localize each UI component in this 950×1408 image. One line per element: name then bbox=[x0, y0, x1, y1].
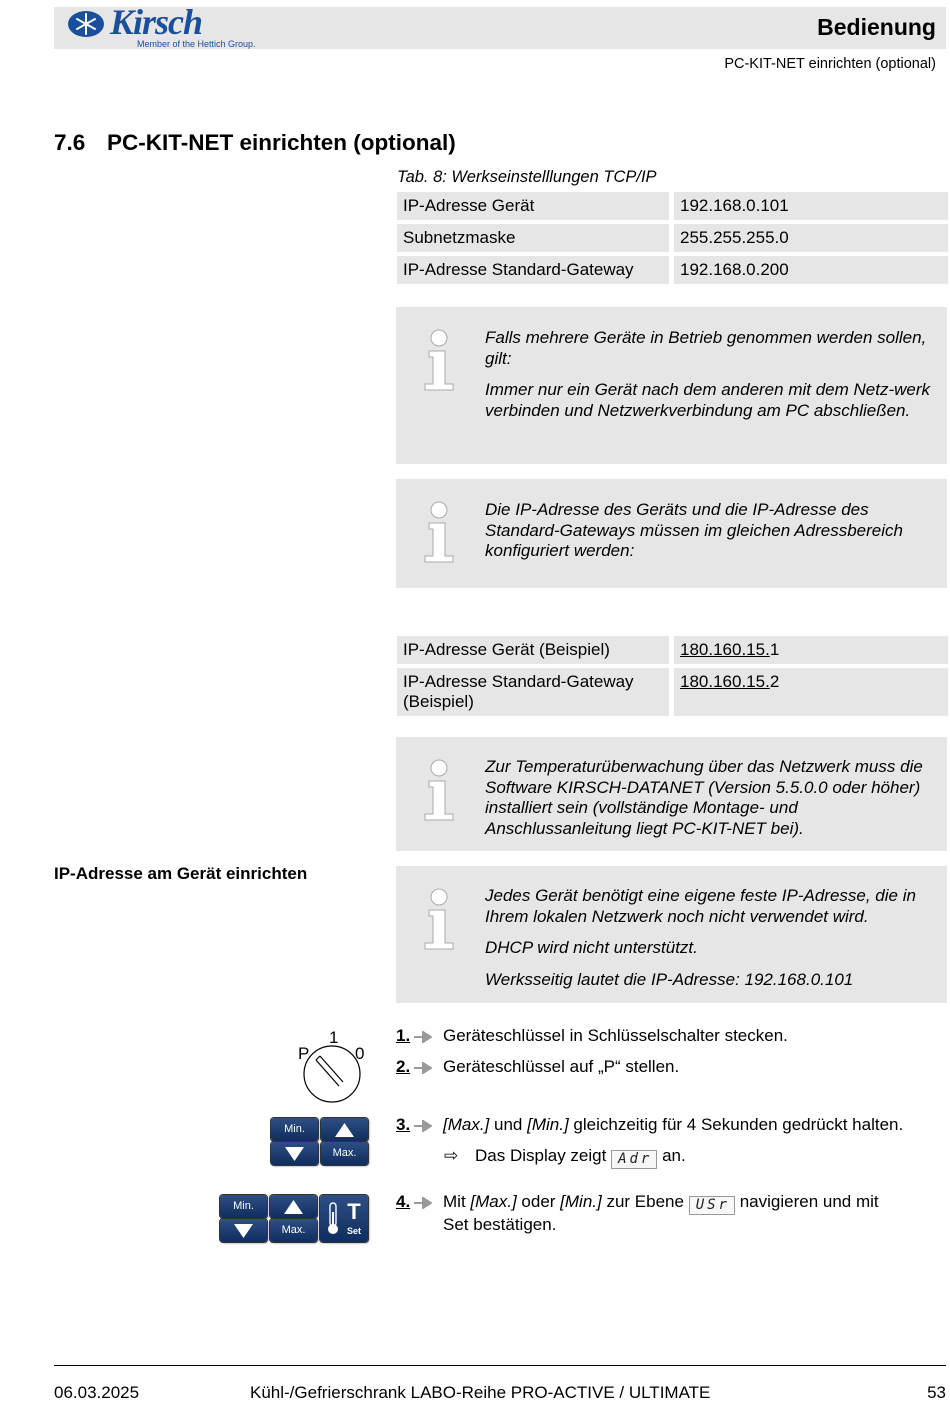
step-number: 4. bbox=[396, 1192, 411, 1211]
table-value: 192.168.0.101 bbox=[674, 192, 948, 220]
ip-example-table bbox=[397, 632, 948, 720]
table-value: 180.160.15.1 bbox=[674, 636, 948, 664]
step-text: Mit [Max.] oder [Min.] zur Ebene USr navigieren und mit Set bestätigen. bbox=[443, 1192, 879, 1234]
snowflake-logo-icon bbox=[66, 9, 106, 39]
info-icon bbox=[422, 888, 456, 950]
logo-tagline: Member of the Hettich Group. bbox=[137, 39, 256, 49]
step-arrow-icon bbox=[414, 1062, 432, 1074]
key-switch-label-p: P bbox=[298, 1044, 310, 1063]
step-text: [Max.] und [Min.] gleichzeitig für 4 Sekunden gedrückt halten. bbox=[443, 1115, 904, 1134]
table-value: 180.160.15.2 bbox=[674, 668, 948, 716]
step-arrow-icon bbox=[414, 1120, 432, 1132]
note-text: Die IP-Adresse des Geräts und die IP-Adresse des Standard-Gateways müssen im gleichen Adressbereich konfiguriert werden: bbox=[485, 500, 903, 560]
note-text: Falls mehrere Geräte in Betrieb genommen werden sollen, gilt: bbox=[485, 328, 927, 368]
key-switch-label-1: 1 bbox=[329, 1028, 339, 1047]
step-item bbox=[396, 1057, 946, 1079]
table-row bbox=[397, 668, 948, 716]
info-note bbox=[396, 307, 947, 464]
up-arrow-key bbox=[270, 1195, 317, 1218]
step-number: 1. bbox=[396, 1026, 411, 1045]
table-label: IP-Adresse Standard-Gateway (Beispiel) bbox=[397, 668, 674, 716]
table-label: IP-Adresse Gerät (Beispiel) bbox=[397, 636, 674, 664]
arrow-down-icon bbox=[220, 1219, 267, 1242]
note-text: Zur Temperaturüberwachung über das Netzwerk muss die Software KIRSCH-DATANET (Version 5.5.0.0 oder höher) installiert sein (vollständige Montage- und Anschlussanleitung liegt PC-KIT-NET bei). bbox=[485, 757, 923, 838]
table-row bbox=[397, 636, 948, 664]
page-number: 53 bbox=[927, 1383, 946, 1402]
down-arrow-key bbox=[271, 1142, 318, 1165]
arrow-up-icon bbox=[270, 1195, 317, 1218]
step-item bbox=[396, 1026, 946, 1048]
section-heading bbox=[54, 129, 456, 157]
step-number: 3. bbox=[396, 1115, 411, 1134]
info-icon bbox=[422, 501, 456, 563]
info-icon bbox=[422, 759, 456, 821]
table-row bbox=[397, 192, 948, 220]
step-item bbox=[396, 1115, 946, 1137]
down-arrow-key bbox=[220, 1219, 267, 1242]
table-value: 255.255.255.0 bbox=[674, 224, 948, 252]
step-text: Geräteschlüssel in Schlüsselschalter stecken. bbox=[443, 1026, 788, 1045]
info-icon bbox=[422, 329, 456, 391]
note-text: Werksseitig lautet die IP-Adresse: 192.168.0.101 bbox=[485, 969, 854, 989]
step-item bbox=[396, 1192, 946, 1236]
note-text: DHCP wird nicht unterstützt. bbox=[485, 938, 698, 957]
chapter-title: Bedienung bbox=[817, 14, 936, 40]
step-arrow-icon bbox=[414, 1197, 432, 1209]
min-key: Min. bbox=[220, 1195, 267, 1218]
section-title: PC-KIT-NET einrichten (optional) bbox=[107, 130, 456, 155]
table-caption: Tab. 8: Werkseinstelllungen TCP/IP bbox=[397, 168, 657, 186]
tcp-ip-defaults-table bbox=[397, 188, 948, 288]
section-number: 7.6 bbox=[54, 130, 86, 155]
footer-product: Kühl-/Gefrierschrank LABO-Reihe PRO-ACTIVE / ULTIMATE bbox=[250, 1383, 711, 1402]
set-key: T Set bbox=[320, 1195, 368, 1242]
info-note bbox=[396, 479, 947, 588]
table-row bbox=[397, 224, 948, 252]
arrow-down-icon bbox=[271, 1142, 318, 1165]
step-text: Geräteschlüssel auf „P“ stellen. bbox=[443, 1057, 680, 1076]
side-heading: IP-Adresse am Gerät einrichten bbox=[54, 864, 308, 883]
display-readout: USr bbox=[689, 1196, 735, 1215]
footer-date: 06.03.2025 bbox=[54, 1383, 140, 1402]
table-row bbox=[397, 256, 948, 284]
step-number: 2. bbox=[396, 1057, 411, 1076]
info-note bbox=[396, 737, 947, 851]
footer-rule bbox=[54, 1365, 946, 1366]
step-result bbox=[396, 1146, 946, 1168]
display-readout: Adr bbox=[611, 1150, 657, 1169]
min-key: Min. bbox=[271, 1118, 318, 1141]
up-arrow-key bbox=[321, 1118, 368, 1141]
step-arrow-icon bbox=[414, 1031, 432, 1043]
note-text: Jedes Gerät benötigt eine eigene feste IP-Adresse, die in Ihrem lokalen Netzwerk noch nicht verwendet wird. bbox=[485, 886, 916, 926]
table-label: IP-Adresse Standard-Gateway bbox=[397, 256, 674, 284]
logo-wordmark: Kirsch bbox=[110, 2, 203, 42]
key-switch-label-0: 0 bbox=[355, 1044, 365, 1063]
max-key: Max. bbox=[321, 1142, 368, 1165]
result-arrow-icon: ⇨ bbox=[444, 1146, 459, 1165]
table-label: IP-Adresse Gerät bbox=[397, 192, 674, 220]
info-note bbox=[396, 866, 947, 1003]
note-text: Immer nur ein Gerät nach dem anderen mit dem Netz-werk verbinden und Netzwerkverbindung am PC abschließen. bbox=[485, 380, 931, 420]
arrow-up-icon bbox=[321, 1118, 368, 1141]
subchapter-title: PC-KIT-NET einrichten (optional) bbox=[724, 56, 936, 72]
max-key: Max. bbox=[270, 1219, 317, 1242]
thermometer-icon bbox=[326, 1202, 340, 1236]
table-label: Subnetzmaske bbox=[397, 224, 674, 252]
table-value: 192.168.0.200 bbox=[674, 256, 948, 284]
result-text: Das Display zeigt Adr an. bbox=[475, 1146, 686, 1167]
